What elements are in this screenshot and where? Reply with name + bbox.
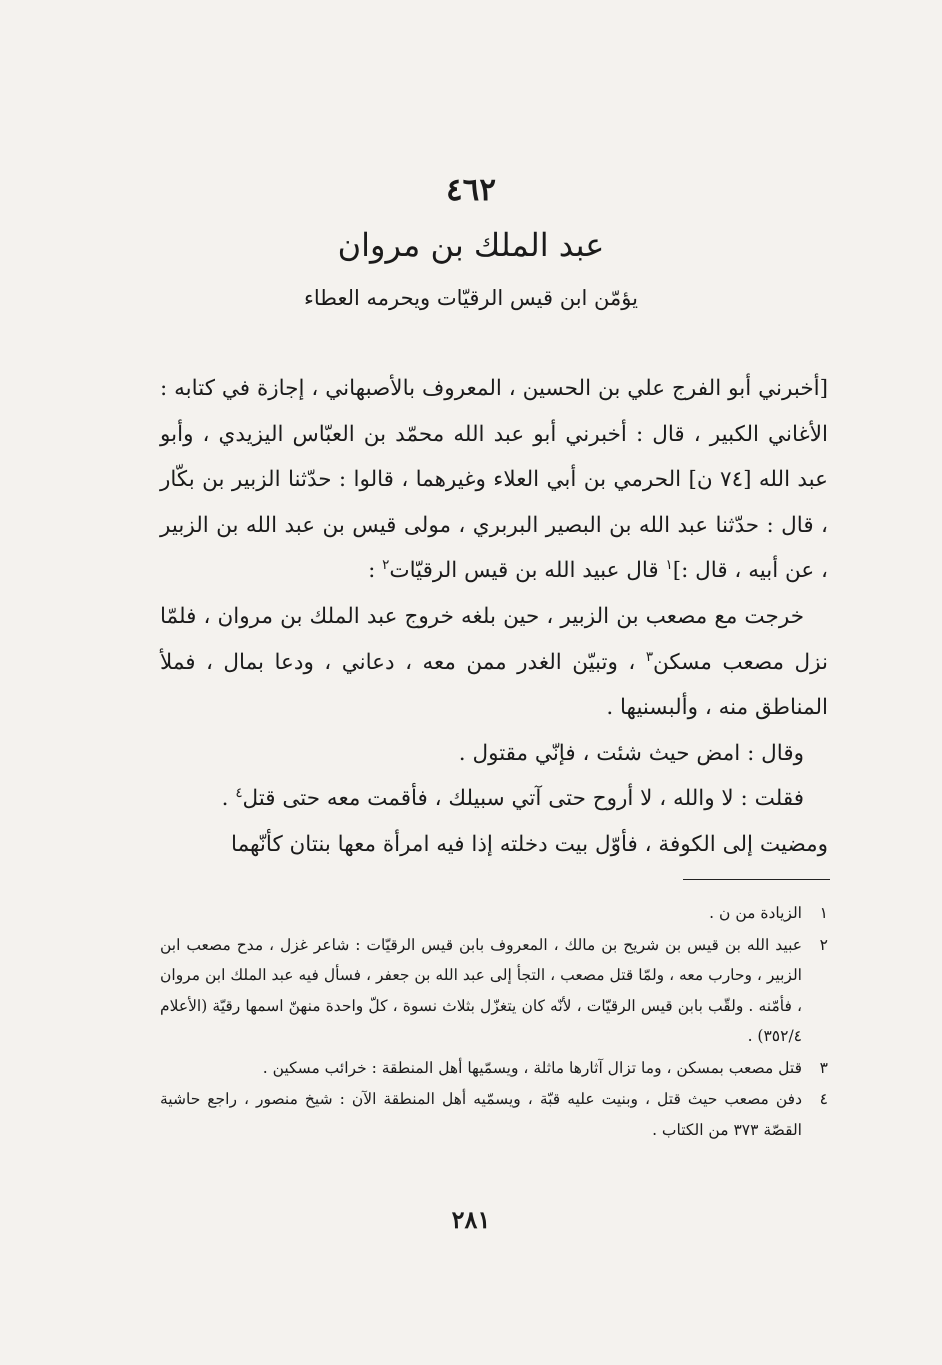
footnote [160,898,828,929]
footnote [160,930,828,1052]
main-text [160,366,828,868]
footnote-number: ٣ [819,1058,828,1077]
story-title: عبد الملك بن مروان [337,226,605,264]
story-subtitle: يؤمّن ابن قيس الرقيّات ويحرمه العطاء [304,286,638,310]
paragraph-text: [أخبرني أبو الفرج علي بن الحسين ، المعروف بالأصبهاني ، إجازة في كتابه : الأغاني الكبير ، قال : أخبرني أبو عبد الله محمّد بن العبّاس اليزيدي ، وأبو عبد الله [٧٤ ن] الحرمي بن أبي العلاء وغيرهما ، قالوا : حدّثنا الزبير بن بكّار ، قال : حدّثنا عبد الله بن البصير البربري ، مولى قيس بن عبد الله بن الزبير ، عن أبيه ، قال :] [160,376,829,584]
paragraph [160,594,828,731]
footnote-ref: ٢ [382,558,390,574]
story-number: ٤٦٢ [446,172,496,208]
footnotes [160,898,828,1146]
paragraph-text: خرجت مع مصعب بن الزبير ، حين بلغه خروج عبد الملك بن مروان ، فلمّا نزل مصعب مسكن [160,603,828,675]
footnote-text: قتل مصعب بمسكن ، وما تزال آثارها ماثلة ، ويسمّيها أهل المنطقة : خرائب مسكين . [262,1058,802,1077]
paragraph-text: . [221,786,236,812]
footnote-text: عبيد الله بن قيس بن شريح بن مالك ، المعروف بابن قيس الرقيّات : شاعر غزل ، مدح مصعب ابن الزبير ، وحارب معه ، ولمّا قتل مصعب ، التجأ إلى عبد الله بن جعفر ، فسأل فيه عبد الملك ابن مروان ، فأمّنه . ولقّب بابن قيس الرقيّات ، لأنّه كان يتغزّل بثلاث نسوة ، كلّ واحدة منهنّ اسمها رقيّة (الأعلام ٣٥٢/٤) . [160,935,802,1045]
paragraph-text: فقلت : لا والله ، لا أروح حتى آتي سبيلك ، فأقمت معه حتى قتل [242,786,804,812]
page-number: ٢٨١ [451,1205,491,1234]
paragraph: وقال : امض حيث شئت ، فإنّي مقتول . [458,740,804,766]
footnote [160,1084,828,1145]
footnote-ref: ١ [665,558,673,574]
paragraph-text: ، وتبيّن الغدر ممن معه ، دعاني ، ودعا بمال ، فملأ المناطق منه ، وألبسنيها . [160,649,828,721]
footnote-ref: ٤ [235,786,243,802]
footnote-ref: ٣ [645,649,653,665]
footnote-text: دفن مصعب حيث قتل ، وبنيت عليه قبّة ، ويسمّيه أهل المنطقة الآن : شيخ منصور ، راجع حاشية القصّة ٣٧٣ من الكتاب . [160,1090,802,1139]
footnote-number: ٤ [819,1090,828,1108]
paragraph-text: قال عبيد الله بن قيس الرقيّات [389,558,666,584]
paragraph [160,776,828,822]
footnote-number: ٢ [819,935,828,954]
footnote-divider [683,879,830,880]
paragraph-text: : [368,558,383,584]
footnote-number: ١ [819,904,828,922]
footnote [160,1053,828,1084]
footnote-text: الزيادة من ن . [709,904,802,922]
paragraph-isnad [160,366,828,594]
paragraph: ومضيت إلى الكوفة ، فأوّل بيت دخلته إذا فيه امرأة معها بنتان كأنّهما [231,831,828,857]
